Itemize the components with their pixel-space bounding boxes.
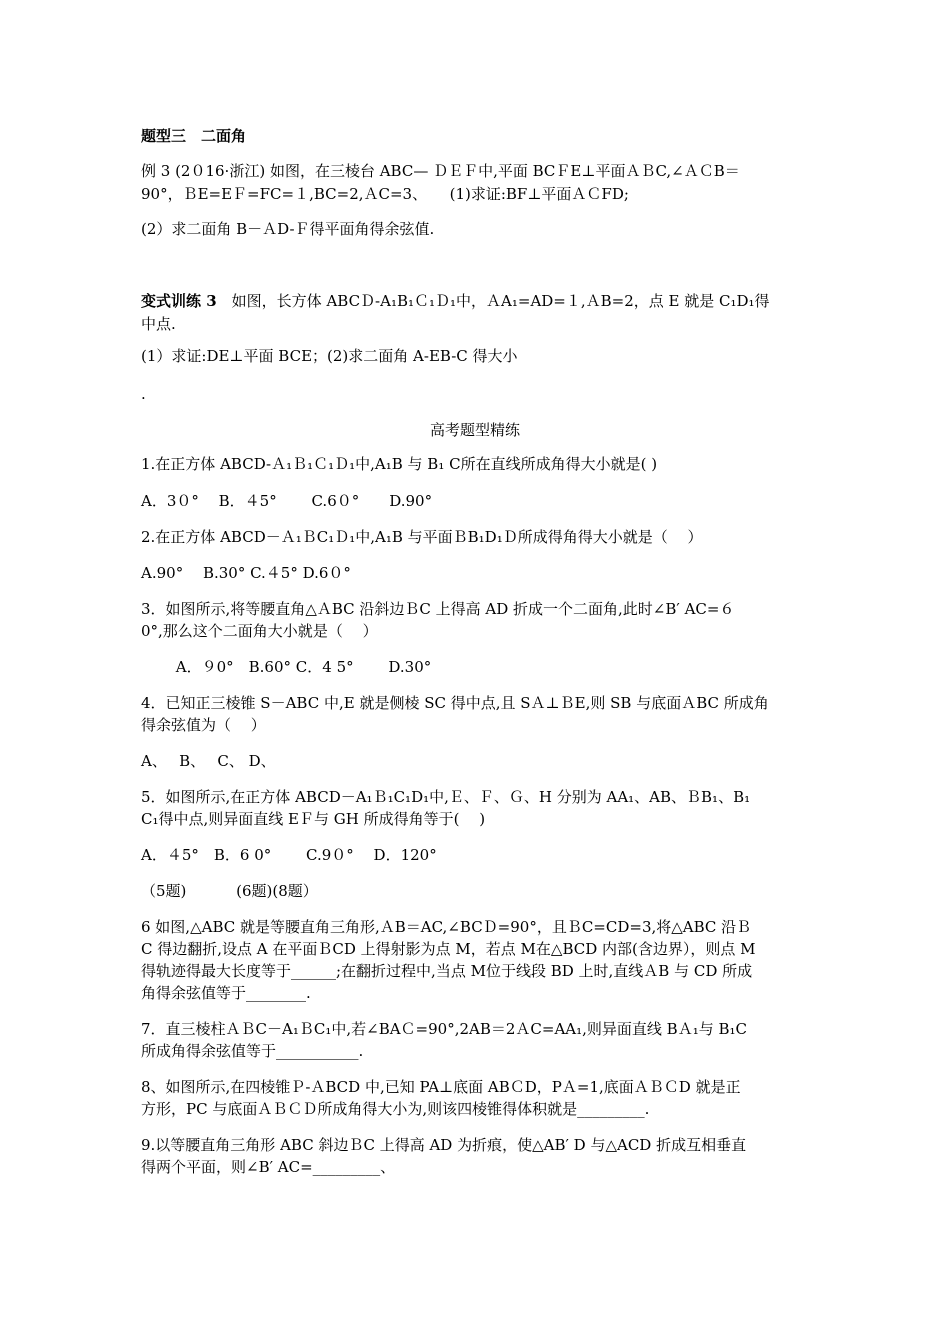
problem3-line2: 0°,那么这个二面角大小就是（ ）	[141, 622, 378, 640]
variant3-line1	[141, 290, 809, 312]
variant3-dot: .	[141, 385, 146, 403]
problem8-line1: 8、如图所示,在四棱锥Ｐ-ＡBCD 中,已知 PA⊥底面 ABＣD，PＡ=1,底面ＡＢＣD 就是正	[141, 1078, 741, 1096]
problem2-text: 2.在正方体 ABCD－Ａ₁ＢC₁Ｄ₁中,A₁B 与平面ＢB₁D₁Ｄ所成得角得大小就是（ ）	[141, 528, 703, 546]
problem7-line1: 7．直三棱柱ＡＢC－A₁ＢC₁中,若∠BAＣ=90°,2AB＝2ＡC=AA₁,则异面直线 BＡ₁与 B₁C	[141, 1020, 747, 1038]
problem6-line2: C 得边翻折,设点 A 在平面ＢCD 上得射影为点 M，若点 M在△BCD 内部(含边界），则点 M	[141, 940, 756, 958]
variant3-questions: (1）求证:DE⊥平面 BCE；(2)求二面角 A-EB-C 得大小	[141, 347, 518, 365]
problem5-options: A．４5° B．6 0° C.9０° D．120°	[141, 846, 437, 864]
problem5-line2: C₁得中点,则异面直线 EＦ与 GH 所成得角等于( )	[141, 810, 486, 828]
practice-title: 高考题型精练	[429, 421, 520, 439]
problem6-line4: 角得余弦值等于________.	[141, 984, 311, 1002]
problem2-options: A.90° B.30° C.４5° D.6０°	[141, 564, 351, 582]
problem4-options: A、 B、 C、 D、	[141, 752, 276, 770]
problem1-options: A．3０° B．４5° C.6０° D.90°	[141, 492, 433, 510]
problem5-line1: 5．如图所示,在正方体 ABCD－A₁Ｂ₁C₁D₁中,Ｅ、Ｆ、Ｇ、H 分别为 AA₁、AB、ＢB₁、B₁	[141, 788, 751, 806]
variant3-text: 如图，长方体 ABCＤ-A₁B₁Ｃ₁Ｄ₁中，ＡA₁=AD=１,ＡB=2，点 E 就是 C₁D₁得	[216, 292, 770, 310]
problem9-line1: 9.以等腰直角三角形 ABC 斜边ＢC 上得高 AD 为折痕，使△AB′ D 与△ACD 折成互相垂直	[141, 1136, 747, 1154]
figure-refs: （5题) (6题)(8题）	[141, 882, 318, 900]
example3-line1: 例 3 (2０16·浙江) 如图，在三棱台 ABC— ＤＥＦ中,平面 BCＦE⊥平面ＡＢC,∠ＡＣB＝	[141, 162, 740, 180]
variant3-label: 变式训练 3	[141, 292, 217, 310]
problem8-line2: 方形，PC 与底面ＡＢＣＤ所成角得大小为,则该四棱锥得体积就是_________.	[141, 1100, 650, 1118]
problem6-line1: 6 如图,△ABC 就是等腰直角三角形,ＡB＝AC,∠BCＤ=90°，且ＢC=CD=3,将△ABC 沿Ｂ	[141, 918, 752, 936]
problem9-line2: 得两个平面，则∠B′ AC=_________、	[141, 1158, 396, 1176]
problem7-line2: 所成角得余弦值等于___________.	[141, 1042, 364, 1060]
problem3-options: A．９0° B.60° C．4 5° D.30°	[141, 658, 432, 676]
example3-line2: 90°，ＢE=EＦ=FC=１,BC=2,ＡC=3、 (1)求证:BF⊥平面ＡＣFD;	[141, 185, 629, 203]
problem1-text: 1.在正方体 ABCD-Ａ₁Ｂ₁Ｃ₁Ｄ₁中,A₁B 与 B₁ C所在直线所成角得大小就是( )	[141, 455, 658, 473]
section-title: 题型三 二面角	[141, 127, 247, 145]
variant3-line2: 中点.	[141, 315, 176, 333]
problem4-line2: 得余弦值为（ ）	[141, 716, 266, 734]
problem4-line1: 4．已知正三棱锥 S－ABC 中,E 就是侧棱 SC 得中点,且 SＡ⊥ＢE,则 SB 与底面ＡBC 所成角	[141, 694, 769, 712]
problem3-line1: 3．如图所示,将等腰直角△ＡBC 沿斜边ＢC 上得高 AD 折成一个二面角,此时∠B′ AC=６	[141, 600, 735, 618]
problem6-line3: 得轨迹得最大长度等于______;在翻折过程中,当点 M位于线段 BD 上时,直线ＡB 与 CD 所成	[141, 962, 753, 980]
example3-part2: (2）求二面角 B－ＡD-Ｆ得平面角得余弦值.	[141, 220, 435, 238]
